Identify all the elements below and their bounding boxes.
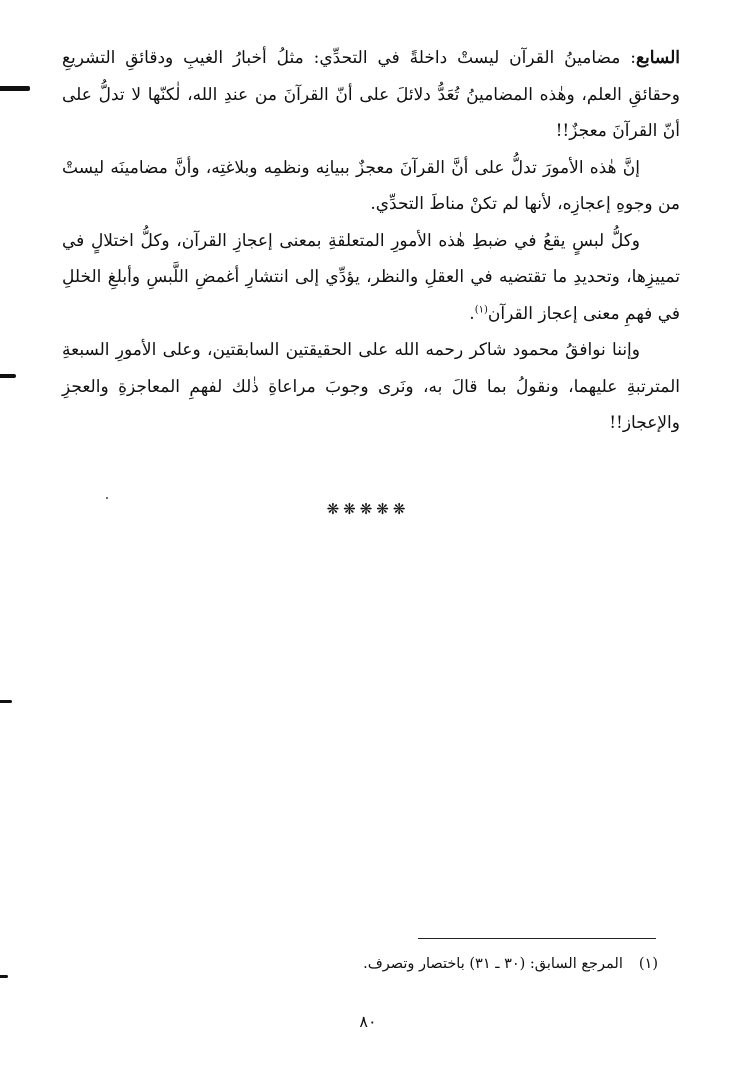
main-text xyxy=(62,40,680,442)
footnote-text: المرجع السابق: (٣٠ ـ ٣١) باختصار وتصرف. xyxy=(363,956,623,972)
footnote-number: (١) xyxy=(638,956,658,972)
page-number: ٨٠ xyxy=(359,1012,377,1031)
scan-speck xyxy=(106,497,108,499)
paragraph-text: : مضامينُ القرآن ليستْ داخلةً في التحدِّي: مثلُ أخبارُ الغيبِ ودقائقِ التشريعِ وحقائقِ العلم، وهٰذه المضامينُ تُعَدُّ دلائلَ على أنّ القرآنَ من عندِ الله، لٰكنّها لا تدلُّ على أنّ القرآنَ معجزٌ!! xyxy=(62,48,680,141)
paragraph xyxy=(62,332,680,442)
paragraph xyxy=(62,223,680,333)
paragraph-text: وإننا نوافقُ محمود شاكر رحمه الله على الحقيقتين السابقتين، وعلى الأمورِ السبعةِ المترتبةِ عليهما، ونقولُ بما قالَ به، ونَرى وجوبَ مراعاةِ ذٰلك لفهمِ المعاجزةِ والعجزِ والإعجاز!! xyxy=(62,340,680,433)
paragraph-seventh-point xyxy=(62,40,680,150)
section-separator: ❋❋❋❋❋ xyxy=(326,500,410,518)
paragraph xyxy=(62,150,680,223)
scan-margin-mark xyxy=(0,86,30,91)
paragraph-end: . xyxy=(469,303,475,324)
footnote-reference[interactable]: (١) xyxy=(474,303,488,315)
footnote xyxy=(62,956,658,972)
footnote-divider xyxy=(418,938,656,939)
paragraph-text: إنَّ هٰذه الأمورَ تدلُّ على أنَّ القرآنَ معجزٌ ببيانِه ونظمِه وبلاغتِه، وأنَّ مضامينَه ليستْ من وجوهِ إعجازِه، لأنها لم تكنْ مناطَ التحدِّي. xyxy=(62,157,680,214)
paragraph-text: وكلُّ لبسٍ يقعُ في ضبطِ هٰذه الأمورِ المتعلقةِ بمعنى إعجازِ القرآن، وكلُّ اختلالٍ في تمييزِها، وتحديدِ ما تقتضيه في العقلِ والنظر، يؤدِّي إلى انتشارِ أغمضِ اللَّبسِ وأبلغِ الخللِ في فهمِ معنى إعجاز القرآن xyxy=(62,230,681,324)
scan-margin-mark xyxy=(0,700,12,703)
point-label: السابع xyxy=(635,48,680,68)
scan-margin-mark xyxy=(0,975,8,978)
scan-margin-mark xyxy=(0,374,16,378)
